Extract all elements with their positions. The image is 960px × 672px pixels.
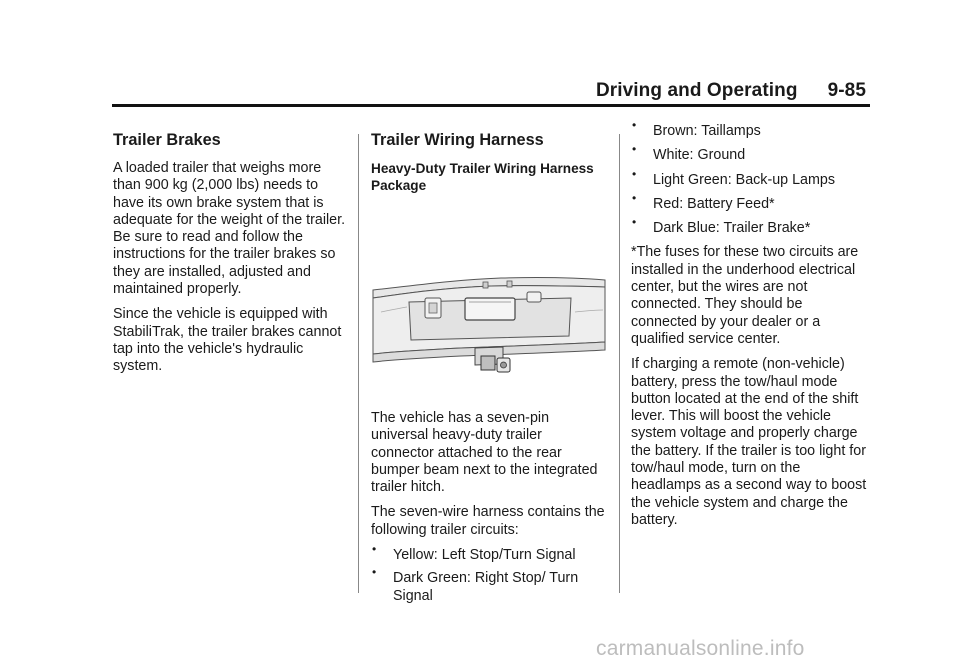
column-divider: [619, 134, 620, 593]
paragraph: The vehicle has a seven-pin universal heavy-duty trailer connector attached to the rear bumper beam next to the integrated trailer hitch.: [371, 410, 598, 496]
paragraph: Since the vehicle is equipped with StabiliTrak, the trailer brakes cannot tap into the vehicle's hydraulic system.: [113, 306, 342, 375]
list-item: • Yellow: Left Stop/Turn Signal: [371, 547, 607, 564]
paragraph: *The fuses for these two circuits are installed in the underhood electrical center, but the wires are not connected. They should be connected by your dealer or a qualified service center.: [631, 244, 859, 347]
wiring-harness-heading: Trailer Wiring Harness: [371, 131, 544, 149]
list-item: • Brown: Taillamps: [631, 123, 869, 140]
column-2: [371, 126, 607, 611]
trailer-brakes-heading: Trailer Brakes: [113, 131, 221, 149]
watermark: carmanualsonline.info: [596, 637, 805, 660]
paragraph: If charging a remote (non-vehicle) battery, press the tow/haul mode button located at the end of the shift lever. This will boost the vehicle system voltage and properly charge the battery. If the trailer is too light for tow/haul mode, turn on the headlamps as a second way to boost the vehicle system and charge the battery.: [631, 356, 867, 528]
column-1: [113, 126, 349, 384]
bumper-connector-illustration: [371, 272, 607, 388]
section-title: Driving and Operating: [595, 80, 798, 101]
list-item: • White: Ground: [631, 147, 869, 164]
column-divider: [358, 134, 359, 593]
circuit-list: [371, 547, 607, 605]
column-3: [631, 123, 869, 537]
harness-package-subheading: Heavy-Duty Trailer Wiring Harness Package: [371, 161, 594, 193]
bumper-connector-illustration-svg: [371, 272, 607, 388]
page-header: [112, 76, 870, 106]
page-number: 9-85: [827, 80, 866, 101]
list-item: • Light Green: Back-up Lamps: [631, 172, 869, 189]
list-item: • Red: Battery Feed*: [631, 196, 869, 213]
list-item: • Dark Blue: Trailer Brake*: [631, 220, 869, 237]
list-item: • Dark Green: Right Stop/ Turn Signal: [371, 570, 607, 605]
circuit-list-continued: [631, 123, 869, 237]
paragraph: The seven-wire harness contains the following trailer circuits:: [371, 504, 605, 538]
paragraph: A loaded trailer that weighs more than 900 kg (2,000 lbs) needs to have its own brake system that is adequate for the weight of the trailer. Be sure to read and follow the instructions for the trailer brakes so they are installed, adjusted and maintained properly.: [113, 160, 346, 298]
header-rule: [112, 104, 870, 107]
